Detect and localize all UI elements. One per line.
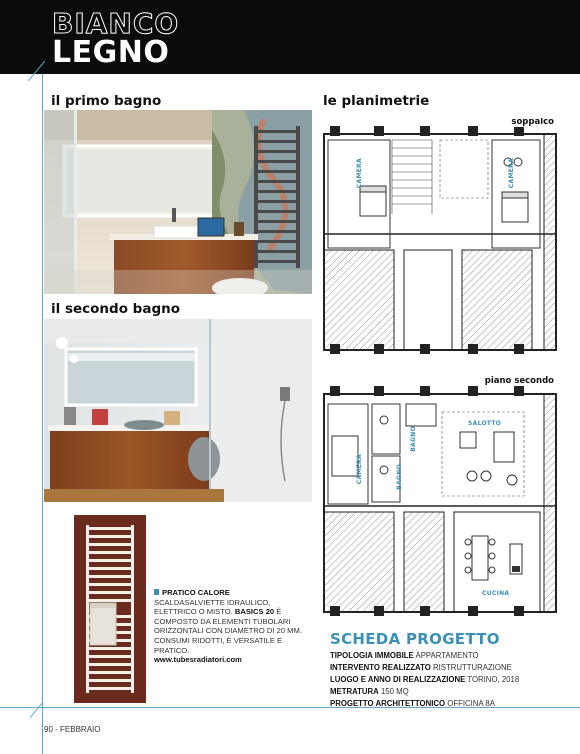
room-label-salotto: SALOTTO	[468, 420, 502, 427]
footer-separator: -	[52, 725, 61, 734]
room-label-camera-right: CAMERA	[508, 158, 515, 189]
heading-second-bath: il secondo bagno	[51, 301, 180, 317]
project-sheet-row: INTERVENTO REALIZZATO RISTRUTTURAZIONE	[330, 663, 512, 672]
plan-label-soppalco: soppalco	[511, 118, 554, 127]
room-label-camera-left: CAMERA	[356, 158, 363, 189]
guide-line-vertical	[42, 74, 43, 754]
caption-text-1: SCALDASALVIETTE IDRAULICO, ELETTRICO O MISTO.	[154, 597, 271, 617]
project-sheet-list	[330, 650, 570, 710]
magazine-section-title-outline: BIANCO	[52, 7, 180, 40]
page-number: 90	[44, 725, 53, 734]
project-sheet-row: PROGETTO ARCHITETTONICO OFFICINA 8A	[330, 699, 495, 708]
project-sheet-row: LUOGO E ANNO DI REALIZZAZIONE TORINO, 2018	[330, 675, 520, 684]
room-label-bagno-lower: BAGNO	[396, 464, 403, 490]
photo-second-bathroom	[44, 319, 312, 502]
room-label-cucina: CUCINA	[482, 590, 510, 597]
caption-url-link[interactable]: www.tubesradiatori.com	[154, 655, 242, 665]
caption-product-name: BASICS 20	[234, 607, 275, 617]
caption-text-2: È COMPOSTO DA ELEMENTI TUBOLARI ORIZZONTALI CON DIAMETRO DI 20 MM. CONSUMI RIDOTTI, È VERSATILE E PRATICO.	[154, 607, 302, 655]
floor-plan-soppalco	[322, 118, 558, 366]
photo-first-bathroom	[44, 110, 312, 294]
magazine-section-title: LEGNO	[52, 35, 170, 70]
heading-first-bath: il primo bagno	[51, 93, 162, 109]
room-label-bagno-upper: BAGNO	[410, 426, 417, 452]
page-footer	[44, 725, 100, 734]
product-caption	[154, 588, 304, 665]
room-label-camera: CAMERA	[356, 454, 363, 485]
project-sheet-title: SCHEDA PROGETTO	[330, 630, 500, 648]
issue-month: FEBBRAIO	[60, 725, 101, 734]
project-sheet-row: METRATURA 150 MQ	[330, 687, 409, 696]
floor-plan-piano-secondo	[322, 376, 558, 618]
plan-label-piano-secondo: piano secondo	[484, 376, 554, 386]
caption-title: PRATICO CALORE	[154, 588, 304, 598]
radiator-product-image	[74, 515, 146, 703]
project-sheet-row: TIPOLOGIA IMMOBILE APPARTAMENTO	[330, 651, 479, 660]
heading-plans: le planimetrie	[323, 93, 430, 109]
